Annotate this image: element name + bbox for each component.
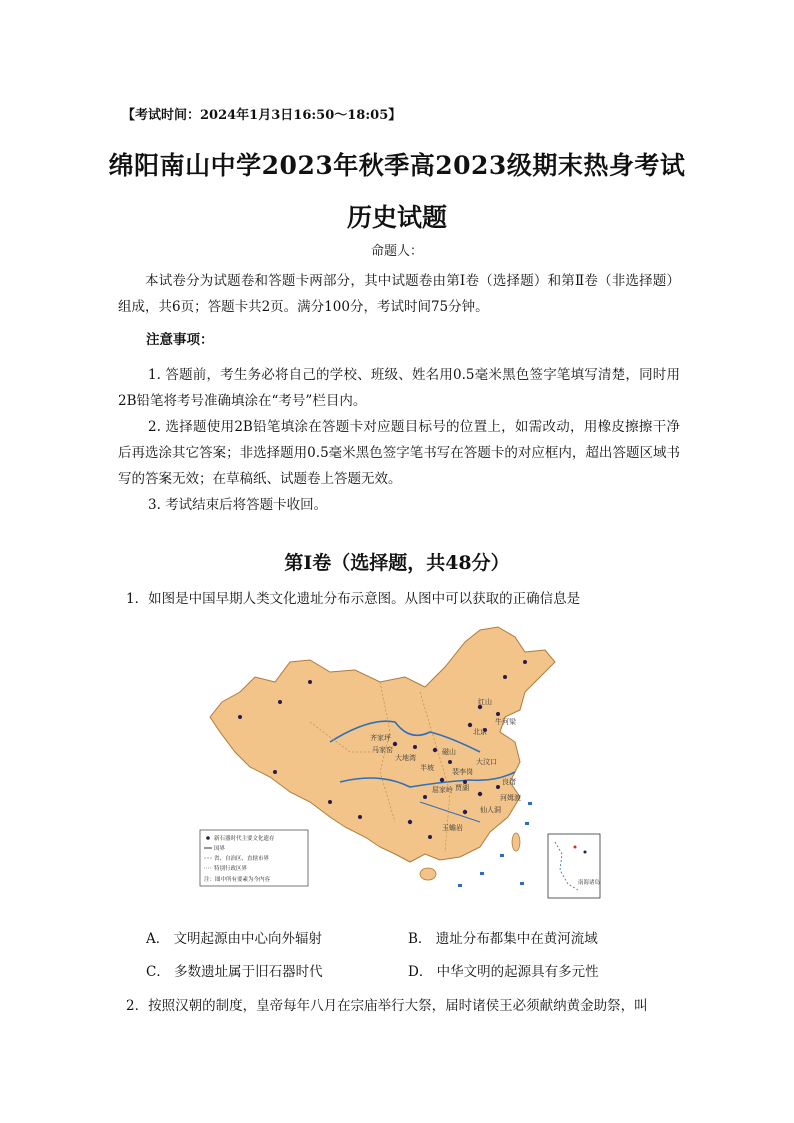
site-label: 河姆渡 <box>500 794 521 802</box>
intro-paragraph: 本试卷分为试题卷和答题卡两部分，其中试题卷由第Ⅰ卷（选择题）和第Ⅱ卷（非选择题）组成，共6页；答题卡共2页。满分100分，考试时间75分钟。 <box>118 273 680 315</box>
question-1-stem: 1．如图是中国早期人类文化遗址分布示意图。从图中可以获取的正确信息是 <box>126 591 581 607</box>
china-site-map <box>180 622 610 902</box>
south-china-sea-inset <box>548 834 601 898</box>
option-c: C． 多数遗址属于旧石器时代 <box>146 964 323 980</box>
author-line: 命题人： <box>370 244 423 259</box>
notice-item-1: 1. 答题前，考生务必将自己的学校、班级、姓名用0.5毫米黑色签字笔填写清楚，同时用2B铅笔将考号准确填涂在“考号”栏目内。 <box>118 367 680 409</box>
site-label: 屈家岭 <box>432 786 453 794</box>
inset-label: 南海诸岛 <box>578 880 601 886</box>
site-label: 良渚 <box>502 778 516 786</box>
notice-item-3: 3. 考试结束后将答题卡收回。 <box>148 497 328 513</box>
notice-heading: 注意事项： <box>146 332 214 348</box>
legend-item: 省、自治区、直辖市界 <box>214 856 270 862</box>
option-d: D． 中华文明的起源具有多元性 <box>408 964 599 980</box>
legend-item: 特别行政区界 <box>214 866 248 872</box>
site-label: 红山 <box>478 698 492 706</box>
option-a: A． 文明起源由中心向外辐射 <box>146 931 323 947</box>
site-label: 北京 <box>473 728 487 736</box>
site-label: 贾湖 <box>455 784 469 792</box>
site-label: 大汶口 <box>476 758 497 766</box>
site-label: 玉蟾岩 <box>442 824 463 832</box>
site-label: 半坡 <box>420 764 434 772</box>
legend-item: 新石器时代主要文化遗存 <box>214 836 275 842</box>
notice-item-2: 2. 选择题使用2B铅笔填涂在答题卡对应题目标号的位置上，如需改动，用橡皮擦擦干净后再选涂其它答案；非选择题用0.5毫米黑色签字笔书写在答题卡的对应框内，超出答题区域书写的答案无效；在草稿纸、试题卷上答题无效。 <box>118 419 680 487</box>
site-label: 磁山 <box>442 748 456 756</box>
exam-time: 【考试时间：2024年1月3日16:50～18:05】 <box>122 108 402 123</box>
option-b: B． 遗址分布都集中在黄河流域 <box>408 931 598 947</box>
site-label: 大地湾 <box>395 754 416 762</box>
china-land-shape <box>210 627 555 862</box>
subject-title: 历史试题 <box>346 203 447 232</box>
site-label: 裴李岗 <box>452 768 473 776</box>
site-label: 齐家坪 <box>370 734 391 742</box>
section-title: 第Ⅰ卷（选择题，共48分） <box>284 552 510 574</box>
site-label: 马家窑 <box>372 746 393 754</box>
question-2-stem: 2．按照汉朝的制度，皇帝每年八月在宗庙举行大祭，届时诸侯王必须献纳黄金助祭，叫 <box>126 998 648 1014</box>
map-legend <box>200 830 308 886</box>
exam-title: 绵阳南山中学2023年秋季高2023级期末热身考试 <box>108 151 686 180</box>
site-label: 仙人洞 <box>480 806 501 814</box>
legend-item: 国界 <box>214 846 226 852</box>
site-label: 牛河梁 <box>495 718 516 726</box>
legend-note: 注：图中所有要素为今内容 <box>204 877 271 883</box>
